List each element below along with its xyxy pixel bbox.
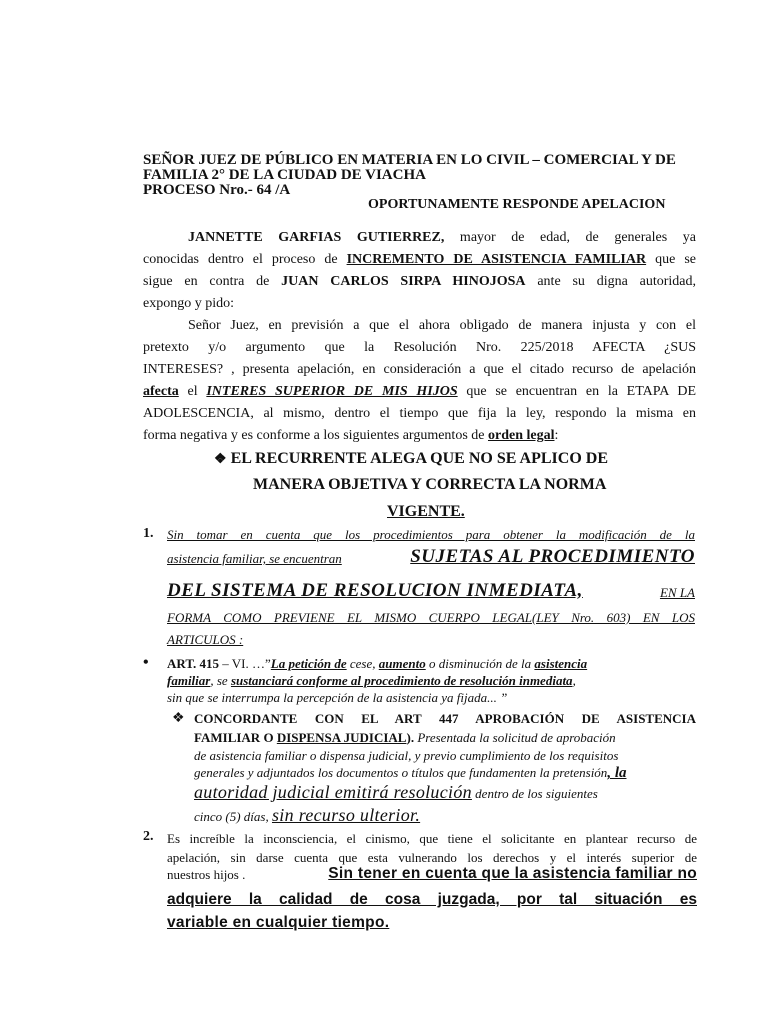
concord-line-1: CONCORDANTE CON EL ART 447 APROBACIÓN DE ASISTENCIA <box>194 711 696 726</box>
concord-line-6: cinco (5) días, sin recurso ulterior. <box>194 805 421 825</box>
intro-paragraph: JANNETTE GARFIAS GUTIERREZ, mayor de edad, de generales ya conocidas dentro el proceso de INCREMENTO DE ASISTENCIA FAMILIAR que se sigue en contra de JUAN CARLOS SIRPA HINOJOSA ante su digna autoridad, expongo y pido: <box>143 230 696 311</box>
procedure-phrase: SUJETAS AL PROCEDIMIENTO <box>410 546 695 567</box>
item1-line-4: FORMA COMO PREVIENE EL MISMO CUERPO LEGAL(LEY Nro. 603) EN LOS <box>167 610 695 625</box>
list-number-2: 2. <box>143 829 154 844</box>
item1-line-1: Sin tomar en cuenta que los procedimientos para obtener la modificación de la <box>167 527 695 542</box>
art415-line-3: sin que se interrumpa la percepción de la asistencia ya fijada... ” <box>167 690 508 705</box>
art415-line-1: ART. 415 – VI. …”La petición de cese, aumento o disminución de la asistencia <box>167 656 588 671</box>
superior-interest-phrase: INTERES SUPERIOR DE MIS HIJOS <box>206 384 458 399</box>
heading-line-1: ❖ EL RECURRENTE ALEGA QUE NO SE APLICO DE <box>214 450 608 467</box>
item2-line-2: apelación, sin darse cuenta que esta vulnerando los derechos y el interés superior de <box>167 850 697 865</box>
concord-line-3: de asistencia familiar o dispensa judicial, y previo cumplimiento de los requisitos <box>194 748 619 763</box>
item2-line-5: variable en cualquier tiempo. <box>167 914 390 931</box>
bullet-icon: • <box>143 654 149 671</box>
item1-line-2: asistencia familiar, se encuentran SUJETAS AL PROCEDIMIENTO <box>167 546 695 567</box>
concord-line-2: FAMILIAR O DISPENSA JUDICIAL). Presentada la solicitud de aprobación <box>194 730 616 745</box>
concord-line-5: autoridad judicial emitirá resolución dentro de los siguientes <box>194 782 598 802</box>
document-subject: OPORTUNAMENTE RESPONDE APELACION <box>368 197 666 212</box>
argument-paragraph: Señor Juez, en previsión a que el ahora obligado de manera injusta y con el pretexto y/o argumento que la Resolución Nro. 225/2018 AFECTA ¿SUS INTERESES? , presenta apelación, en consideración a que el citado recurso de apelación afecta el INTERES SUPERIOR DE MIS HIJOS que se encuentran en la ETAPA DE ADOLESCENCIA, al mismo, dentro el tiempo que fija la ley, respondo la misma en forma negativa y es conforme a los siguientes argumentos de orden legal: <box>143 318 697 443</box>
list-number-1: 1. <box>143 526 154 541</box>
heading-line-2: MANERA OBJETIVA Y CORRECTA LA NORMA <box>253 476 607 493</box>
court-address-line-1: SEÑOR JUEZ DE PÚBLICO EN MATERIA EN LO CIVIL – COMERCIAL Y DE <box>143 152 676 168</box>
item1-line-5: ARTICULOS : <box>167 632 244 647</box>
process-number: PROCESO Nro.- 64 /A <box>143 182 291 198</box>
petitioner-name: JANNETTE GARFIAS GUTIERREZ, <box>188 230 445 245</box>
item2-line-3: nuestros hijos . Sin tener en cuenta que la asistencia familiar no <box>167 865 697 882</box>
diamond-bullet-icon-2: ❖ <box>172 711 185 726</box>
art415-line-2: familiar, se sustanciará conforme al procedimiento de resolución inmediata, <box>167 673 576 688</box>
diamond-bullet-icon: ❖ <box>214 452 227 467</box>
item2-line-1: Es increíble la inconsciencia, el cinismo, que tiene el solicitante en plantear recurso de <box>167 831 697 846</box>
court-address-line-2: FAMILIA 2° DE LA CIUDAD DE VIACHA <box>143 167 426 183</box>
item2-line-4: adquiere la calidad de cosa juzgada, por tal situación es <box>167 891 697 908</box>
heading-line-3: VIGENTE. <box>387 503 465 520</box>
case-subject: INCREMENTO DE ASISTENCIA FAMILIAR <box>346 252 647 267</box>
item1-line-3: DEL SISTEMA DE RESOLUCION INMEDIATA, EN LA <box>167 580 695 601</box>
respondent-name: JUAN CARLOS SIRPA HINOJOSA <box>281 274 526 289</box>
concord-line-4: generales y adjuntados los documentos o títulos que fundamenten la pretensión, la <box>194 765 627 781</box>
